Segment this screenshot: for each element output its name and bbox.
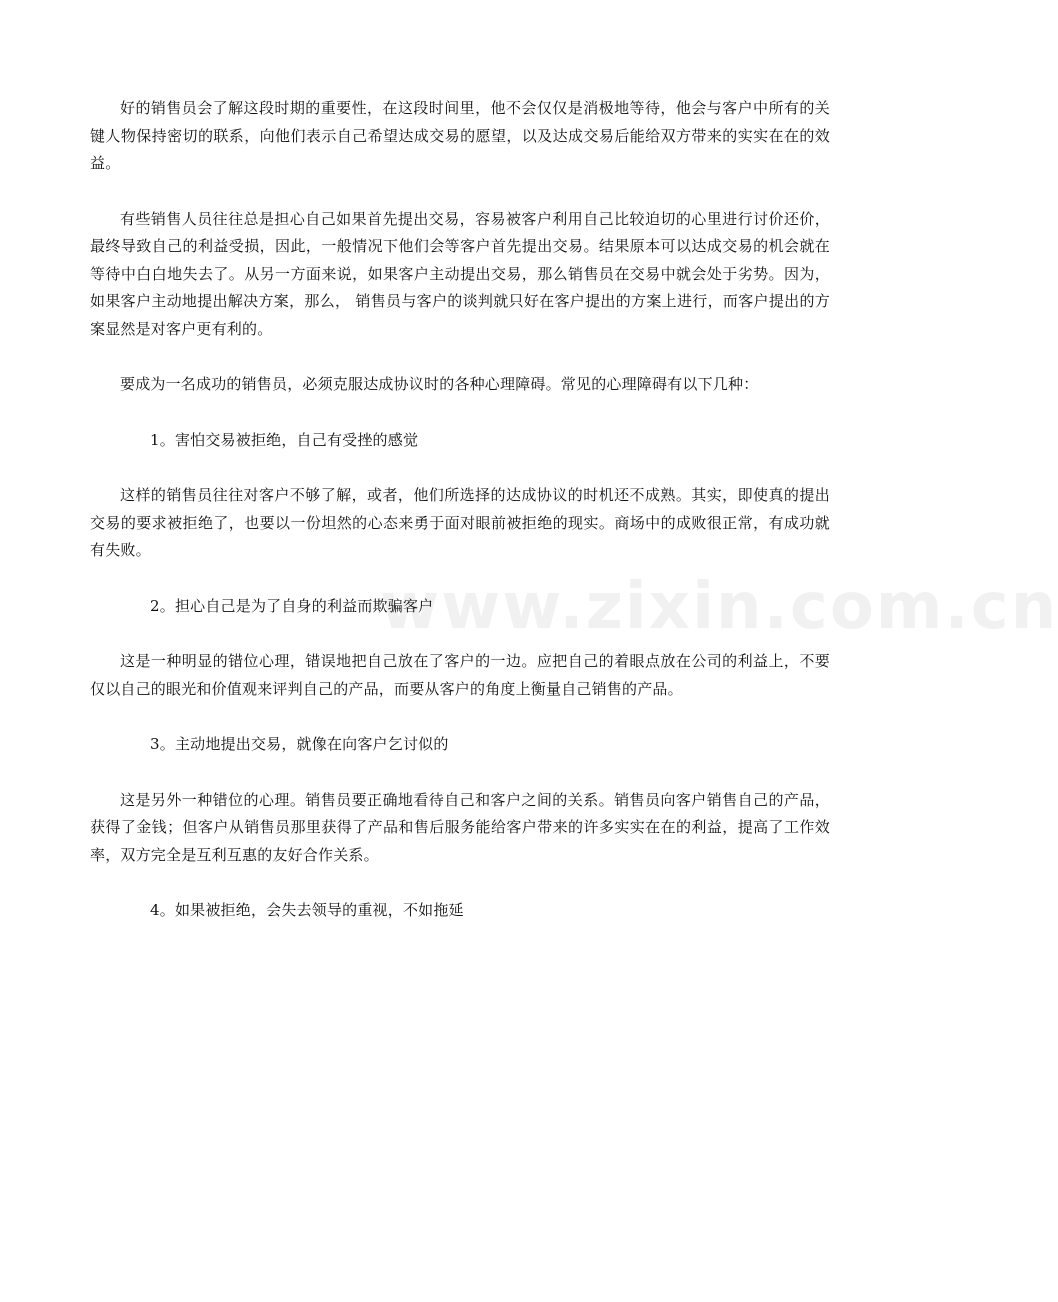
section-heading-3: 3。主动地提出交易，就像在向客户乞讨似的: [150, 735, 449, 753]
section-body-1: 这样的销售员往往对客户不够了解，或者，他们所选择的达成协议的时机还不成熟。其实，即使真的提出交易的要求被拒绝了，也要以一份坦然的心态来勇于面对眼前被拒绝的现实。商场中的成败很正常，有成功就有失败。: [90, 486, 830, 559]
document-body: [90, 95, 830, 925]
section-body-3: 这是另外一种错位的心理。销售员要正确地看待自己和客户之间的关系。销售员向客户销售自己的产品，获得了金钱；但客户从销售员那里获得了产品和售后服务能给客户带来的许多实实在在的利益，提高了工作效率，双方完全是互利互惠的友好合作关系。: [90, 790, 830, 864]
paragraph-3: 要成为一名成功的销售员，必须克服达成协议时的各种心理障碍。常见的心理障碍有以下几种：: [120, 375, 759, 393]
paragraph-spacer: [90, 178, 830, 206]
paragraph-spacer: [90, 620, 830, 648]
paragraph-spacer: [90, 343, 830, 371]
paragraph-spacer: [90, 399, 830, 427]
paragraph-spacer: [90, 565, 830, 593]
section-body-2: 这是一种明显的错位心理，错误地把自己放在了客户的一边。应把自己的着眼点放在公司的利益上，不要仅以自己的眼光和价值观来评判自己的产品，而要从客户的角度上衡量自己销售的产品。: [90, 652, 830, 698]
paragraph-spacer: [90, 869, 830, 897]
section-heading-4: 4。如果被拒绝，会失去领导的重视，不如拖延: [150, 901, 464, 919]
paragraph-spacer: [90, 759, 830, 787]
paragraph-1: 好的销售员会了解这段时期的重要性，在这段时间里，他不会仅仅是消极地等待，他会与客户中所有的关键人物保持密切的联系，向他们表示自己希望达成交易的愿望，以及达成交易后能给双方带来的实实在在的效益。: [90, 99, 830, 172]
paragraph-2: 有些销售人员往往总是担心自己如果首先提出交易，容易被客户利用自己比较迫切的心里进行讨价还价，最终导致自己的利益受损，因此，一般情况下他们会等客户首先提出交易。结果原本可以达成交易的机会就在等待中白白地失去了。从另一方面来说，如果客户主动提出交易，那么销售员在交易中就会处于劣势。因为，如果客户主动地提出解决方案，那么， 销售员与客户的谈判就只好在客户提出的方案上进行，而客户提出的方案显然是对客户更有利的。: [90, 209, 830, 338]
watermark: www.zixin.com.cn: [380, 570, 1058, 644]
paragraph-spacer: [90, 454, 830, 482]
paragraph-spacer: [90, 703, 830, 731]
section-heading-1: 1。害怕交易被拒绝，自己有受挫的感觉: [150, 430, 419, 449]
section-heading-2: 2。担心自己是为了自身的利益而欺骗客户: [150, 596, 434, 615]
